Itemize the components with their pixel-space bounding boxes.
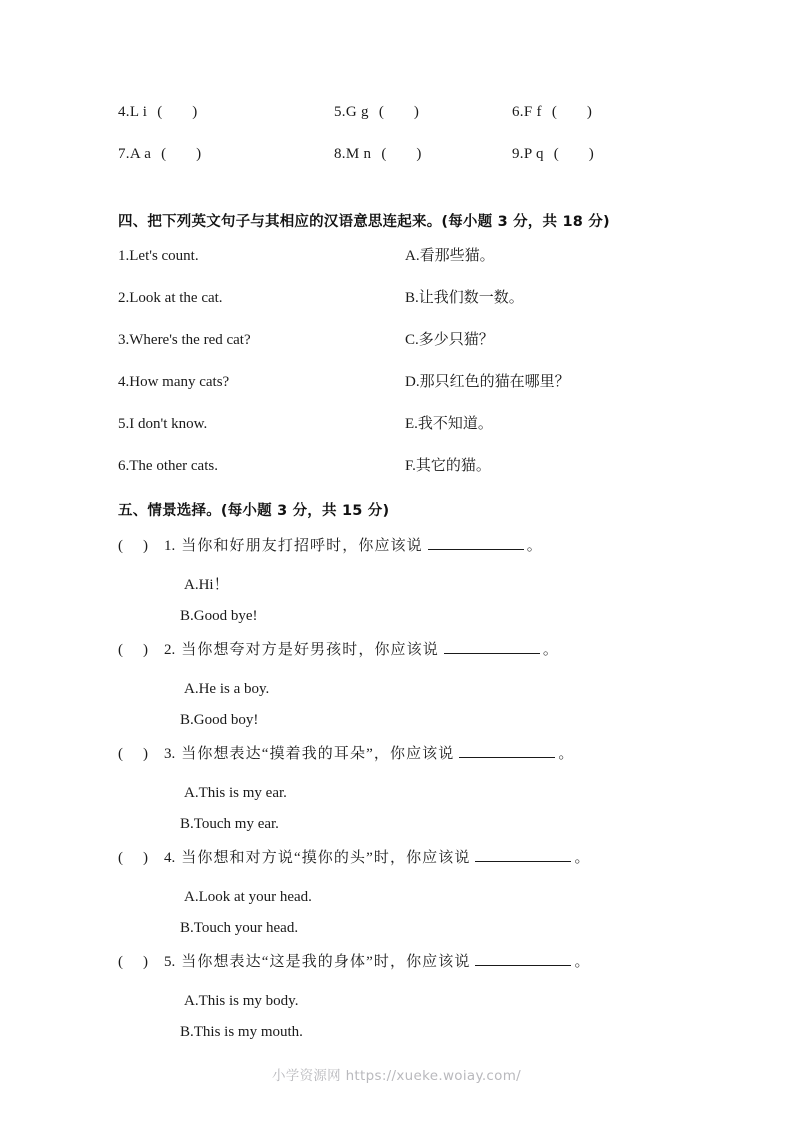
- mc-answer-bracket[interactable]: ( ): [118, 954, 149, 970]
- matching-row: [118, 331, 688, 373]
- mc-number: 4.: [164, 850, 176, 866]
- mc-question-text: 当你想表达“这是我的身体”时，你应该说: [181, 954, 471, 970]
- mc-question: [118, 846, 688, 950]
- matching-row: [118, 457, 688, 499]
- mc-option-b[interactable]: B.This is my mouth.: [180, 1024, 303, 1040]
- section-five-heading: 五、情景选择。(每小题 3 分，共 15 分): [118, 503, 390, 519]
- mc-answer-blank[interactable]: [428, 536, 524, 550]
- letter-item: [512, 104, 688, 121]
- mc-option-a[interactable]: A.Hi！: [184, 577, 229, 593]
- mc-period: 。: [558, 746, 574, 762]
- letter-item-answer-bracket[interactable]: ( ): [551, 104, 595, 120]
- matching-chinese[interactable]: A.看那些猫。: [405, 248, 495, 264]
- matching-row: [118, 415, 688, 457]
- mc-answer-bracket[interactable]: ( ): [118, 850, 149, 866]
- matching-row: [118, 247, 688, 289]
- matching-row: [118, 373, 688, 415]
- matching-english[interactable]: 2.Look at the cat.: [118, 290, 223, 306]
- mc-option-b[interactable]: B.Good bye!: [180, 608, 258, 624]
- letter-item: [512, 146, 688, 163]
- mc-option-a[interactable]: A.This is my ear.: [184, 785, 287, 801]
- matching-chinese[interactable]: C.多少只猫？: [405, 332, 494, 348]
- matching-chinese[interactable]: B.让我们数一数。: [405, 290, 524, 306]
- mc-number: 2.: [164, 642, 176, 658]
- mc-stem: [118, 950, 688, 992]
- matching-english[interactable]: 6.The other cats.: [118, 458, 218, 474]
- matching-english[interactable]: 1.Let's count.: [118, 248, 199, 264]
- letter-row: [118, 146, 688, 188]
- mc-number: 3.: [164, 746, 176, 762]
- mc-stem: [118, 846, 688, 888]
- page-content: [118, 0, 688, 1054]
- mc-answer-bracket[interactable]: ( ): [118, 746, 149, 762]
- mc-stem: [118, 638, 688, 680]
- letter-item-answer-bracket[interactable]: ( ): [157, 104, 201, 120]
- mc-question-text: 当你和好朋友打招呼时，你应该说: [181, 538, 423, 554]
- mc-option-a[interactable]: A.He is a boy.: [184, 681, 270, 697]
- letter-item-answer-bracket[interactable]: ( ): [381, 146, 425, 162]
- mc-period: 。: [574, 850, 590, 866]
- matching-chinese[interactable]: E.我不知道。: [405, 416, 493, 432]
- mc-question: [118, 534, 688, 638]
- mc-answer-blank[interactable]: [459, 744, 555, 758]
- mc-period: 。: [526, 538, 542, 554]
- mc-option-a[interactable]: A.This is my body.: [184, 993, 299, 1009]
- mc-option-b[interactable]: B.Touch my ear.: [180, 816, 279, 832]
- mc-number: 5.: [164, 954, 176, 970]
- matching-exercise: [118, 247, 688, 499]
- mc-option-b[interactable]: B.Touch your head.: [180, 920, 299, 936]
- matching-row: [118, 289, 688, 331]
- letter-item-label: 6.F f: [512, 104, 542, 120]
- mc-stem: [118, 742, 688, 784]
- letter-item-answer-bracket[interactable]: ( ): [553, 146, 597, 162]
- mc-question-text: 当你想表达“摸着我的耳朵”，你应该说: [181, 746, 455, 762]
- matching-english[interactable]: 4.How many cats?: [118, 374, 230, 390]
- section-four-heading: 四、把下列英文句子与其相应的汉语意思连起来。(每小题 3 分，共 18 分): [118, 214, 610, 230]
- letter-item: [334, 146, 512, 163]
- watermark: 小学资源网 https://xueke.woiay.com/: [271, 1068, 522, 1084]
- letter-item-label: 9.P q: [512, 146, 544, 162]
- letter-exercise: [118, 0, 688, 188]
- letter-row: [118, 104, 688, 146]
- mc-answer-blank[interactable]: [475, 848, 571, 862]
- letter-item-label: 4.L i: [118, 104, 148, 120]
- mc-answer-blank[interactable]: [444, 640, 540, 654]
- matching-chinese[interactable]: F.其它的猫。: [405, 458, 491, 474]
- mc-question: [118, 742, 688, 846]
- matching-english[interactable]: 5.I don't know.: [118, 416, 208, 432]
- letter-item-label: 8.M n: [334, 146, 372, 162]
- letter-item-label: 5.G g: [334, 104, 369, 120]
- mc-question-text: 当你想和对方说“摸你的头”时，你应该说: [181, 850, 471, 866]
- mc-answer-bracket[interactable]: ( ): [118, 538, 149, 554]
- mc-period: 。: [574, 954, 590, 970]
- mc-question: [118, 638, 688, 742]
- mc-stem: [118, 534, 688, 576]
- mc-question-text: 当你想夸对方是好男孩时，你应该说: [181, 642, 439, 658]
- letter-item: [118, 146, 334, 163]
- mc-number: 1.: [164, 538, 176, 554]
- letter-item: [334, 104, 512, 121]
- mc-period: 。: [542, 642, 558, 658]
- mc-answer-blank[interactable]: [475, 952, 571, 966]
- letter-item-label: 7.A a: [118, 146, 152, 162]
- situational-choice-exercise: [118, 534, 688, 1054]
- matching-chinese[interactable]: D.那只红色的猫在哪里？: [405, 374, 570, 390]
- mc-question: [118, 950, 688, 1054]
- matching-english[interactable]: 3.Where's the red cat?: [118, 332, 251, 348]
- mc-answer-bracket[interactable]: ( ): [118, 642, 149, 658]
- mc-option-a[interactable]: A.Look at your head.: [184, 889, 312, 905]
- letter-item-answer-bracket[interactable]: ( ): [161, 146, 205, 162]
- mc-option-b[interactable]: B.Good boy!: [180, 712, 259, 728]
- letter-item: [118, 104, 334, 121]
- letter-item-answer-bracket[interactable]: ( ): [378, 104, 422, 120]
